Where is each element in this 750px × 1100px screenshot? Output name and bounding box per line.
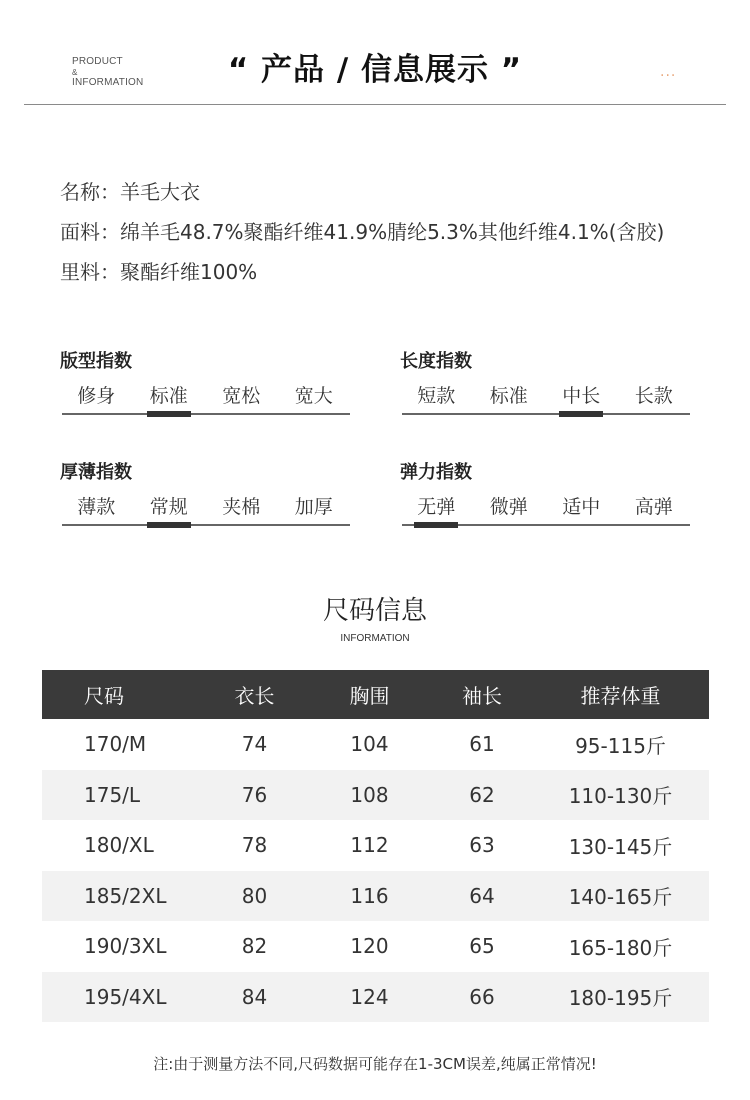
index-length [400, 347, 690, 407]
index-title: 厚薄指数 [60, 462, 132, 483]
product-name: 名称：羊毛大衣 [60, 180, 200, 204]
table-cell: 195/4XL [84, 984, 167, 1009]
index-option: 无弹 [417, 496, 456, 518]
index-marker [147, 522, 191, 528]
index-marker [147, 411, 191, 417]
table-cell: 110-130斤 [568, 784, 673, 809]
column-header: 尺码 [84, 684, 124, 708]
index-track [62, 524, 350, 526]
index-option: 宽松 [222, 385, 261, 407]
product-fabric: 面料：绵羊毛48.7%聚酯纤维41.9%腈纶5.3%其他纤维4.1%(含胶) [60, 220, 665, 244]
index-fit [60, 347, 350, 407]
index-elasticity [400, 458, 690, 518]
table-row [42, 719, 709, 770]
table-row [42, 820, 709, 871]
table-cell: 175/L [84, 782, 141, 807]
table-cell: 62 [469, 782, 495, 807]
table-header-row [42, 670, 709, 719]
index-title: 版型指数 [60, 351, 132, 372]
table-row [42, 770, 709, 821]
index-option: 常规 [149, 496, 188, 518]
table-cell: 61 [469, 732, 495, 757]
index-track [402, 413, 690, 415]
table-cell: 180/XL [84, 833, 154, 858]
table-cell: 104 [350, 732, 389, 757]
decorative-dots-icon: ··· [660, 68, 677, 84]
table-cell: 82 [241, 934, 268, 959]
header-small-amp: & [72, 68, 78, 77]
index-option: 薄款 [77, 496, 116, 518]
index-title: 长度指数 [400, 351, 472, 372]
index-title: 弹力指数 [400, 462, 472, 483]
size-section-subtitle: INFORMATION [340, 633, 410, 644]
table-cell: 165-180斤 [568, 935, 673, 960]
table-cell: 108 [350, 782, 389, 807]
index-option: 微弹 [489, 496, 528, 518]
column-header: 袖长 [462, 684, 502, 708]
index-option: 中长 [562, 385, 601, 407]
size-section-title: 尺码信息 [322, 596, 427, 626]
page-title: “ 产品 / 信息展示 ” [227, 52, 523, 88]
size-table [42, 670, 709, 1022]
table-cell: 116 [350, 883, 389, 908]
table-cell: 185/2XL [84, 883, 167, 908]
table-row [42, 921, 709, 972]
index-option: 修身 [77, 385, 116, 407]
index-option: 适中 [562, 496, 601, 518]
index-option: 加厚 [294, 496, 333, 518]
table-cell: 84 [241, 984, 268, 1009]
column-header: 衣长 [234, 684, 275, 708]
table-cell: 64 [469, 883, 495, 908]
index-option: 宽大 [294, 385, 333, 407]
index-option: 夹棉 [222, 496, 261, 518]
table-row [42, 871, 709, 922]
table-cell: 130-145斤 [568, 834, 673, 859]
index-track [62, 413, 350, 415]
table-cell: 80 [241, 883, 268, 908]
table-cell: 65 [469, 934, 495, 959]
table-cell: 63 [469, 833, 495, 858]
table-cell: 190/3XL [84, 934, 167, 959]
footnote: 注:由于测量方法不同,尺码数据可能存在1-3CM误差,纯属正常情况! [153, 1055, 597, 1073]
table-cell: 180-195斤 [568, 986, 673, 1011]
index-option: 高弹 [634, 496, 673, 518]
header-divider [24, 104, 726, 105]
table-cell: 78 [241, 833, 268, 858]
table-cell: 95-115斤 [575, 733, 666, 758]
table-cell: 66 [469, 984, 495, 1009]
table-cell: 124 [350, 984, 389, 1009]
table-cell: 76 [241, 782, 268, 807]
product-lining: 里料：聚酯纤维100% [60, 260, 258, 284]
table-cell: 74 [241, 732, 268, 757]
column-header: 推荐体重 [580, 684, 661, 708]
index-option: 短款 [417, 385, 456, 407]
header-small-line2: INFORMATION [72, 77, 144, 88]
table-cell: 170/M [84, 732, 147, 757]
table-cell: 120 [350, 934, 389, 959]
table-row [42, 972, 709, 1023]
index-option: 标准 [489, 385, 528, 407]
index-thickness [60, 458, 350, 518]
table-cell: 112 [350, 833, 389, 858]
index-option: 标准 [149, 385, 188, 407]
table-cell: 140-165斤 [568, 885, 673, 910]
header-small-line1: PRODUCT [72, 56, 123, 67]
index-option: 长款 [634, 385, 673, 407]
column-header: 胸围 [349, 684, 390, 708]
index-marker [559, 411, 603, 417]
index-marker [414, 522, 458, 528]
